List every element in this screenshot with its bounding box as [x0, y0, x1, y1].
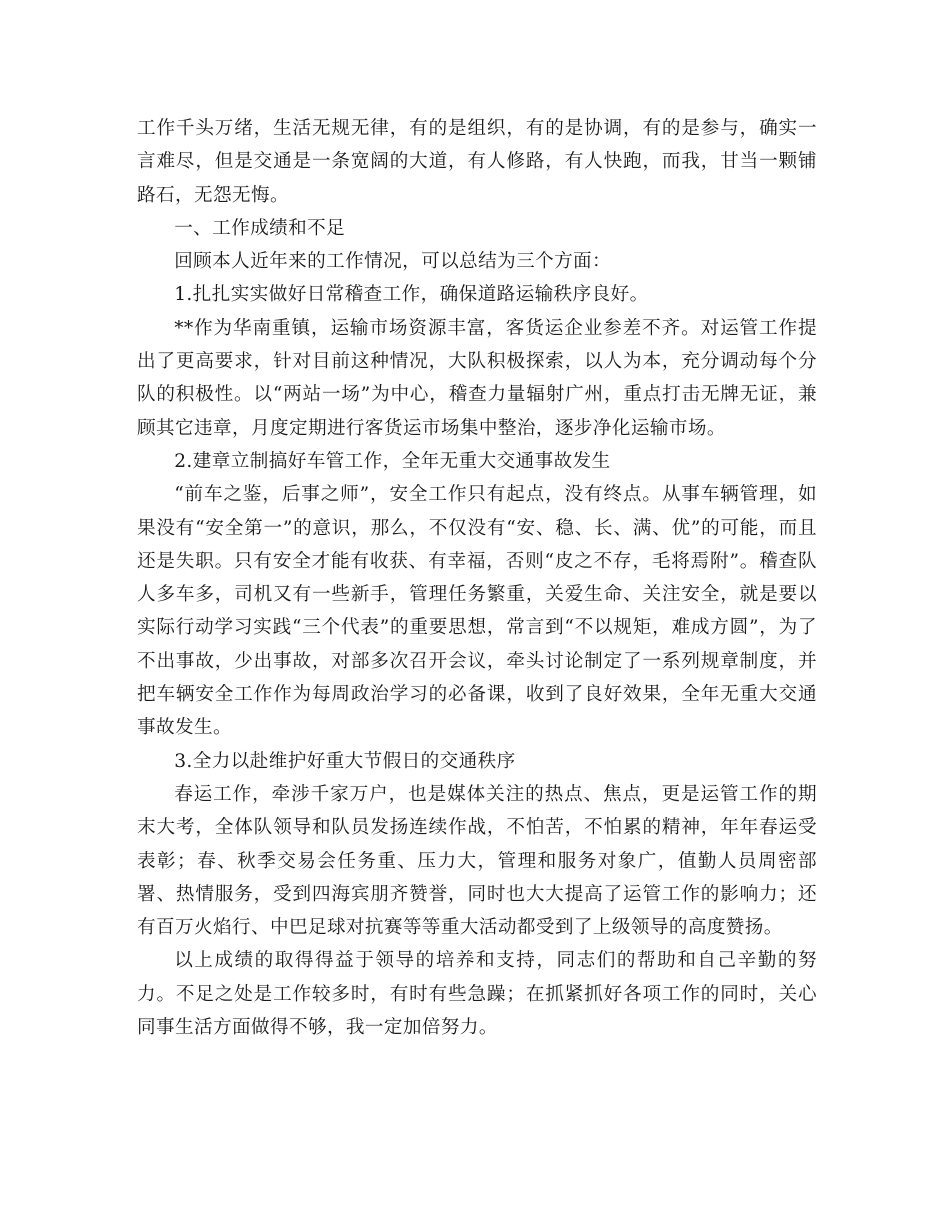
paragraph-inspection: **作为华南重镇，运输市场资源丰富，客货运企业参差不齐。对运管工作提出了更高要求，针对目前这种情况，大队积极探索，以人为本，充分调动每个分队的积极性。以“两站一场”为中心，稽查力量辐射广州，重点打击无牌无证，兼顾其它违章，月度定期进行客货运市场集中整治，逐步净化运输市场。 [137, 317, 817, 439]
paragraph-holidays: 春运工作，牵涉千家万户，也是媒体关注的热点、焦点，更是运管工作的期末大考，全体队领导和队员发扬连续作战，不怕苦，不怕累的精神，年年春运受表彰；春、秋季交易会任务重、压力大，管理和服务对象广，值勤人员周密部署、热情服务，受到四海宾朋齐赞誉，同时也大大提高了运管工作的影响力；还有百万火焰行、中巴足球对抗赛等等重大活动都受到了上级领导的高度赞扬。 [137, 783, 817, 939]
document-body [137, 112, 817, 1044]
subheading-1: 1.扎扎实实做好日常稽查工作，确保道路运输秩序良好。 [174, 284, 649, 306]
section-heading: 一、工作成绩和不足 [174, 217, 346, 239]
subheading-3: 3.全力以赴维护好重大节假日的交通秩序 [174, 750, 516, 772]
paragraph-safety: “前车之鉴，后事之师”，安全工作只有起点，没有终点。从事车辆管理，如果没有“安全第一”的意识，那么，不仅没有“安、稳、长、满、优”的可能，而且还是失职。只有安全才能有收获、有幸福，否则“皮之不存，毛将焉附”。稽查队人多车多，司机又有一些新手，管理任务繁重，关爱生命、关注安全，就是要以实际行动学习实践“三个代表”的重要思想，常言到“不以规矩，难成方圆”，为了不出事故，少出事故，对部多次召开会议，牵头讨论制定了一系列规章制度，并把车辆安全工作作为每周政治学习的必备课，收到了良好效果，全年无重大交通事故发生。 [137, 484, 817, 739]
paragraph-review: 回顾本人近年来的工作情况，可以总结为三个方面： [174, 251, 612, 273]
paragraph-conclusion: 以上成绩的取得得益于领导的培养和支持，同志们的帮助和自己辛勤的努力。不足之处是工作较多时，有时有些急躁；在抓紧抓好各项工作的同时，关心同事生活方面做得不够，我一定加倍努力。 [137, 950, 817, 1039]
subheading-2: 2.建章立制搞好车管工作，全年无重大交通事故发生 [174, 450, 611, 472]
paragraph-intro: 工作千头万绪，生活无规无律，有的是组织，有的是协调，有的是参与，确实一言难尽，但是交通是一条宽阔的大道，有人修路，有人快跑，而我，甘当一颗铺路石，无怨无悔。 [137, 118, 817, 206]
